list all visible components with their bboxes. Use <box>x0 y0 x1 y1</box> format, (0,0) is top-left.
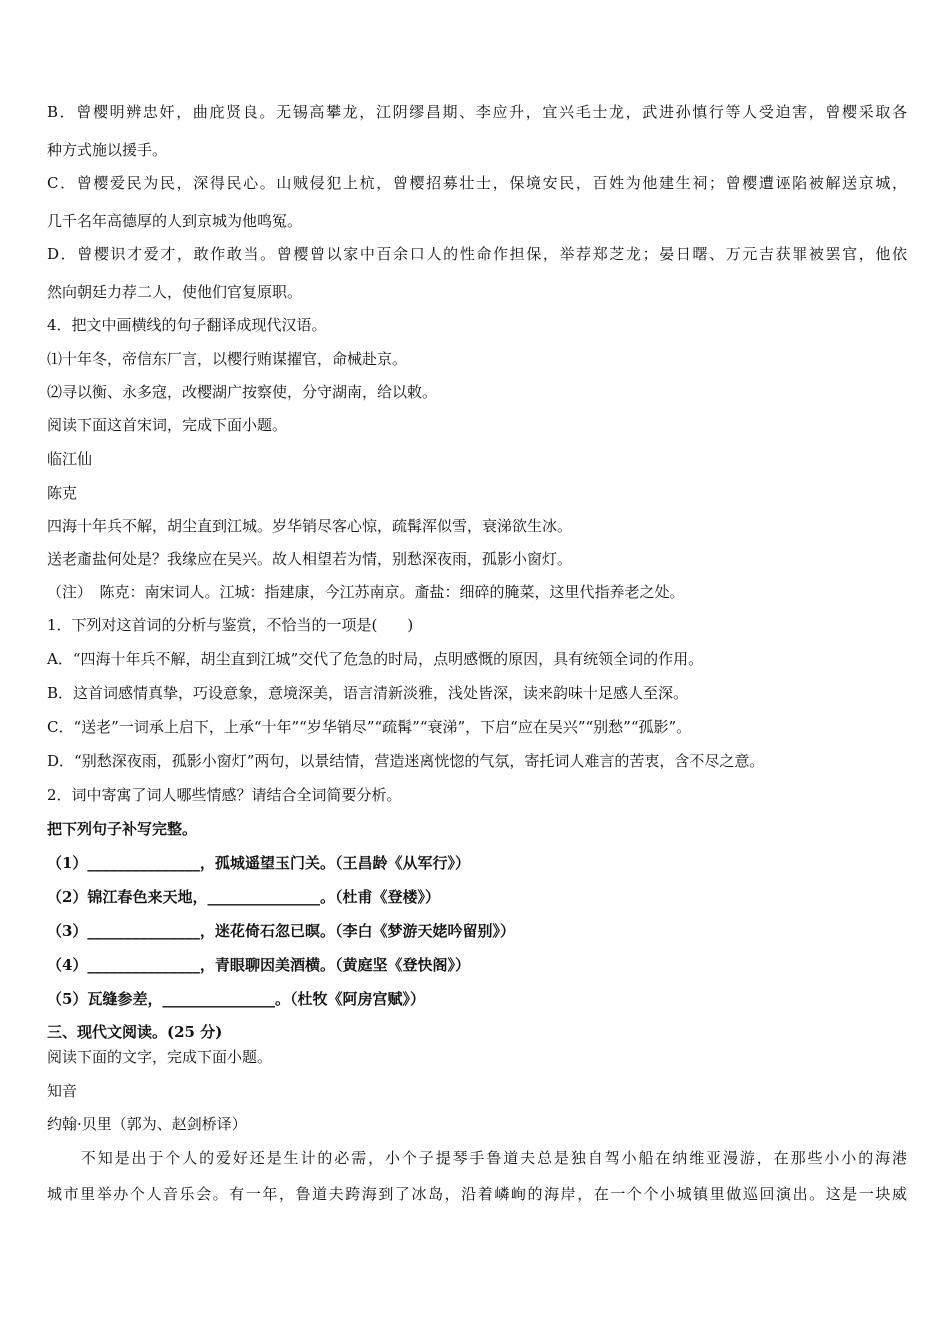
poem-question-1-option-b: B．这首词感情真挚，巧设意象，意境深美，语言清新淡雅，浅处皆深，读来韵味十足感人至深。 <box>47 684 689 702</box>
option-c-line-2: 几千名年高德厚的人到京城为他鸣冤。 <box>47 212 303 230</box>
poem-question-1: 1．下列对这首词的分析与鉴赏，不恰当的一项是( ) <box>47 616 414 634</box>
story-paragraph-1-line-1: 不知是出于个人的爱好还是生计的必需，小个子提琴手鲁道夫总是独自驾小船在纳维亚漫游，在那些小小的海港 <box>47 1149 907 1167</box>
option-d-line-1: D．曾樱识才爱才，敢作敢当。曾樱曾以家中百余口人的性命作担保，举荐郑芝龙；晏日曙、万元吉获罪被罢官，他依 <box>47 245 907 263</box>
option-d-line-2: 然向朝廷力荐二人，使他们官复原职。 <box>47 283 303 301</box>
poem-question-1-option-c: C．“送老”一词承上启下，上承“十年”“岁华销尽”“疏髯”“衰涕”，下启“应在吴兴”“别愁”“孤影”。 <box>47 718 692 736</box>
poem-author: 陈克 <box>47 484 78 502</box>
poem-line-2: 送老齑盐何处是？我缘应在吴兴。故人相望若为情，别愁深夜雨，孤影小窗灯。 <box>47 550 573 568</box>
section-3-intro: 阅读下面的文字，完成下面小题。 <box>47 1048 273 1066</box>
option-b-line-1: B．曾樱明辨忠奸，曲庇贤良。无锡高攀龙，江阴缪昌期、李应升，宜兴毛士龙，武进孙慎行等人受迫害，曾樱采取各 <box>47 103 907 121</box>
poem-question-1-option-a: A．“四海十年兵不解，胡尘直到江城”交代了危急的时局，点明感慨的原因，具有统领全词的作用。 <box>47 650 704 668</box>
question-4: 4．把文中画横线的句子翻译成现代汉语。 <box>47 316 327 334</box>
question-4-item-2: ⑵寻以衡、永多寇，改樱湖广按察使，分守湖南，给以敕。 <box>47 383 438 401</box>
poem-intro: 阅读下面这首宋词，完成下面小题。 <box>47 416 288 434</box>
fill-in-item-3: （3）_______________，迷花倚石忽已暝。（李白《梦游天姥吟留别》） <box>47 922 515 940</box>
fill-in-item-5: （5）瓦缝参差，_______________。（杜牧《阿房宫赋》） <box>47 990 425 1008</box>
poem-question-1-option-d: D．“别愁深夜雨，孤影小窗灯”两句，以景结情，营造迷离恍惚的气氛，寄托词人难言的苦衷，含不尽之意。 <box>47 752 765 770</box>
poem-note: （注） 陈克：南宋词人。江城：指建康，今江苏南京。齑盐：细碎的腌菜，这里代指养老之处。 <box>47 583 685 601</box>
story-title: 知音 <box>47 1082 78 1100</box>
question-4-item-1: ⑴十年冬，帝信东厂言，以樱行贿谋擢官，命械赴京。 <box>47 350 408 368</box>
poem-title: 临江仙 <box>47 450 93 468</box>
option-b-line-2: 种方式施以援手。 <box>47 141 168 159</box>
fill-in-item-4: （4）_______________，青眼聊因美酒横。（黄庭坚《登快阁》） <box>47 956 470 974</box>
option-c-line-1: C．曾樱爱民为民，深得民心。山贼侵犯上杭，曾樱招募壮士，保境安民，百姓为他建生祠；曾樱遭诬陷被解送京城， <box>47 174 907 192</box>
fill-in-item-2: （2）锦江春色来天地，_______________。（杜甫《登楼》） <box>47 888 440 906</box>
poem-question-2: 2．词中寄寓了词人哪些情感？请结合全词简要分析。 <box>47 786 402 804</box>
section-3-heading: 三、现代文阅读。(25 分) <box>47 1023 223 1041</box>
story-paragraph-1-line-2: 城市里举办个人音乐会。有一年，鲁道夫跨海到了冰岛，沿着嶙峋的海岸，在一个个小城镇里做巡回演出。这是一块威 <box>47 1185 907 1203</box>
fill-in-item-1: （1）_______________，孤城遥望玉门关。（王昌龄《从军行》） <box>47 854 470 872</box>
poem-line-1: 四海十年兵不解，胡尘直到江城。岁华销尽客心惊，疏髯浑似雪，衰涕欲生冰。 <box>47 517 573 535</box>
story-author: 约翰·贝里（郭为、赵剑桥译） <box>47 1115 247 1133</box>
fill-in-heading: 把下列句子补写完整。 <box>47 820 198 838</box>
